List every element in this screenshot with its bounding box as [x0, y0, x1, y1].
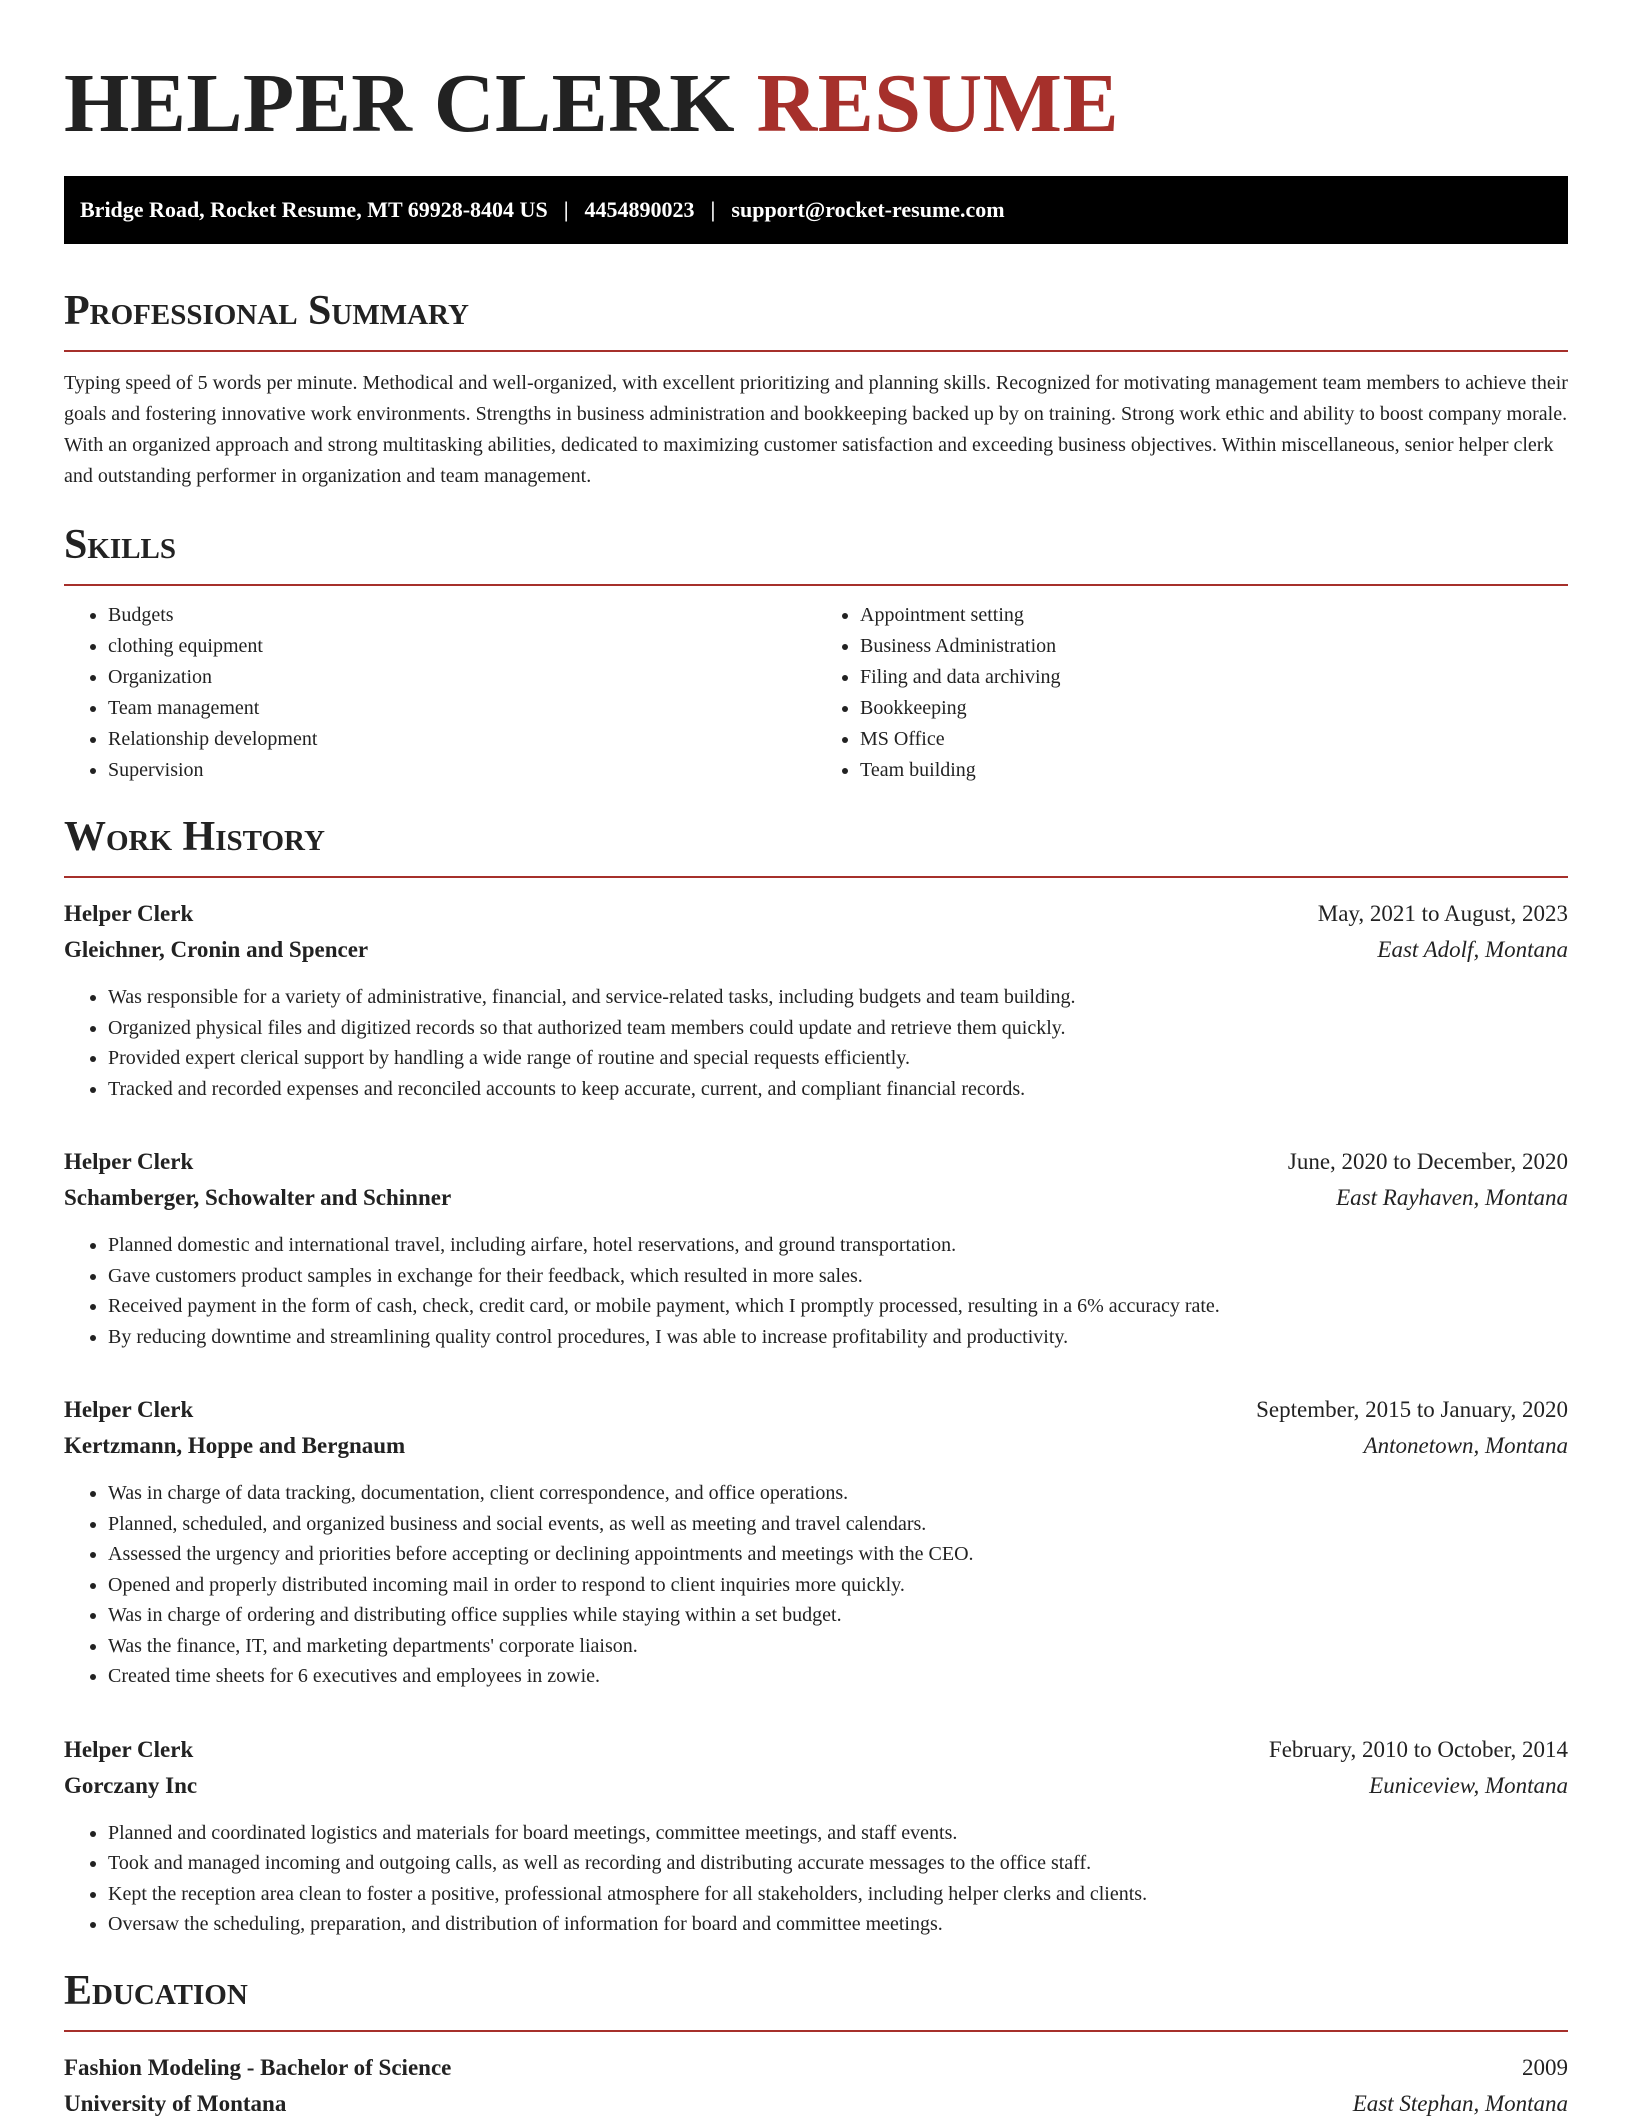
title-main: HELPER CLERK	[64, 57, 736, 150]
skill-item: • Appointment setting	[860, 600, 1568, 631]
job-title: Helper Clerk	[64, 901, 194, 926]
job-dates: May, 2021 to August, 2023	[1317, 901, 1568, 926]
job-bullet: • Organized physical files and digitized records so that authorized team members could update and retrieve them quickly.	[108, 1013, 1568, 1044]
skill-item: • Relationship development	[108, 724, 816, 755]
education-year: 2009	[1522, 2054, 1568, 2080]
education-degree-row	[64, 2050, 1568, 2086]
work-history-heading: Work History	[64, 814, 325, 860]
job-dates: September, 2015 to January, 2020	[1256, 1397, 1568, 1422]
section-divider	[64, 876, 1568, 878]
section-divider	[64, 2030, 1568, 2032]
skills-list-left	[64, 600, 816, 786]
job-entry	[64, 1392, 1568, 1692]
job-dates: June, 2020 to December, 2020	[1287, 1149, 1568, 1174]
education-entry	[64, 2050, 1568, 2122]
job-bullet: • Created time sheets for 6 executives and employees in zowie.	[108, 1661, 1568, 1692]
skill-item: • Business Administration	[860, 631, 1568, 662]
skill-item: • Filing and data archiving	[860, 662, 1568, 693]
skill-item: • Budgets	[108, 600, 816, 631]
title-accent: RESUME	[756, 57, 1119, 150]
job-location: Euniceview, Montana	[1369, 1772, 1568, 1798]
skills-columns	[64, 600, 1568, 786]
job-bullet: • Assessed the urgency and priorities before accepting or declining appointments and meetings with the CEO.	[108, 1539, 1568, 1570]
job-entry	[64, 1732, 1568, 1940]
contact-address: Bridge Road, Rocket Resume, MT 69928-8404 US	[80, 197, 548, 222]
education-location: East Stephan, Montana	[1352, 2090, 1568, 2116]
job-bullet: • Tracked and recorded expenses and reconciled accounts to keep accurate, current, and compliant financial records.	[108, 1074, 1568, 1105]
skill-item: • Supervision	[108, 755, 816, 786]
job-company: Gleichner, Cronin and Spencer	[64, 937, 369, 962]
job-bullet: • Received payment in the form of cash, check, credit card, or mobile payment, which I promptly processed, resulting in a 6% accuracy rate.	[108, 1291, 1568, 1322]
job-company: Gorczany Inc	[64, 1772, 198, 1798]
job-location: East Adolf, Montana	[1377, 937, 1568, 962]
job-bullets	[64, 1230, 1568, 1352]
skill-item: • Team management	[108, 693, 816, 724]
job-header-row	[64, 1732, 1568, 1768]
job-bullet: • Was the finance, IT, and marketing departments' corporate liaison.	[108, 1631, 1568, 1662]
skills-list-right	[816, 600, 1568, 786]
education-school: University of Montana	[64, 2090, 287, 2116]
job-bullet: • Opened and properly distributed incoming mail in order to respond to client inquiries more quickly.	[108, 1570, 1568, 1601]
job-bullet: • Gave customers product samples in exchange for their feedback, which resulted in more sales.	[108, 1261, 1568, 1292]
job-company-row	[64, 932, 1568, 968]
job-bullets	[64, 1818, 1568, 1940]
job-header-row	[64, 1392, 1568, 1428]
job-bullet: • Planned domestic and international travel, including airfare, hotel reservations, and ground transportation.	[108, 1230, 1568, 1261]
summary-heading: Professional Summary	[64, 288, 469, 334]
skill-item: • Bookkeeping	[860, 693, 1568, 724]
summary-section	[64, 286, 1568, 492]
skill-item: • Team building	[860, 755, 1568, 786]
job-bullet: • Oversaw the scheduling, preparation, and distribution of information for board and committee meetings.	[108, 1909, 1568, 1940]
job-bullet: • Planned, scheduled, and organized business and social events, as well as meeting and travel calendars.	[108, 1509, 1568, 1540]
education-degree: Fashion Modeling - Bachelor of Science	[64, 2054, 452, 2080]
job-bullet: • Was in charge of data tracking, documentation, client correspondence, and office operations.	[108, 1478, 1568, 1509]
contact-separator: |	[710, 197, 716, 222]
job-company: Schamberger, Schowalter and Schinner	[64, 1185, 452, 1210]
job-bullet: • Was in charge of ordering and distributing office supplies while staying within a set budget.	[108, 1600, 1568, 1631]
resume-title	[64, 0, 1568, 152]
job-bullets	[64, 1478, 1568, 1692]
job-entry	[64, 1144, 1568, 1352]
job-header-row	[64, 896, 1568, 932]
section-divider	[64, 350, 1568, 352]
skill-item: • clothing equipment	[108, 631, 816, 662]
contact-phone: 4454890023	[584, 197, 695, 222]
job-location: East Rayhaven, Montana	[1336, 1185, 1568, 1210]
contact-bar	[64, 176, 1568, 244]
job-bullet: • Provided expert clerical support by handling a wide range of routine and special requests efficiently.	[108, 1043, 1568, 1074]
job-company-row	[64, 1768, 1568, 1804]
skills-section	[64, 520, 1568, 786]
job-bullets	[64, 982, 1568, 1104]
skills-heading: Skills	[64, 522, 177, 568]
job-title: Helper Clerk	[64, 1397, 194, 1422]
job-bullet: • By reducing downtime and streamlining quality control procedures, I was able to increase profitability and productivity.	[108, 1322, 1568, 1353]
job-company: Kertzmann, Hoppe and Bergnaum	[64, 1433, 406, 1458]
skill-item: • Organization	[108, 662, 816, 693]
job-entry	[64, 896, 1568, 1104]
job-company-row	[64, 1180, 1568, 1216]
job-location: Antonetown, Montana	[1363, 1433, 1568, 1458]
summary-text: Typing speed of 5 words per minute. Methodical and well-organized, with excellent prioritizing and planning skills. Recognized for motivating management team members to achieve their goals and fostering innovative work environments. Strengths in business administration and bookkeeping backed up by on training. Strong work ethic and ability to boost company morale. With an organized approach and strong multitasking abilities, dedicated to maximizing customer satisfaction and exceeding business objectives. Within miscellaneous, senior helper clerk and outstanding performer in organization and team management.	[64, 372, 1568, 487]
job-title: Helper Clerk	[64, 1149, 194, 1174]
work-history-section	[64, 812, 1568, 1940]
job-dates: February, 2010 to October, 2014	[1268, 1736, 1568, 1762]
section-divider	[64, 584, 1568, 586]
job-header-row	[64, 1144, 1568, 1180]
skill-item: • MS Office	[860, 724, 1568, 755]
education-heading: Education	[64, 1967, 248, 2014]
job-title: Helper Clerk	[64, 1736, 194, 1762]
job-bullet: • Took and managed incoming and outgoing calls, as well as recording and distributing accurate messages to the office staff.	[108, 1848, 1568, 1879]
contact-separator: |	[563, 197, 569, 222]
job-company-row	[64, 1428, 1568, 1464]
job-bullet: • Planned and coordinated logistics and materials for board meetings, committee meetings, and staff events.	[108, 1818, 1568, 1849]
education-section	[64, 1966, 1568, 2122]
job-bullet: • Was responsible for a variety of administrative, financial, and service-related tasks, including budgets and team building.	[108, 982, 1568, 1013]
education-school-row	[64, 2086, 1568, 2122]
job-bullet: • Kept the reception area clean to foster a positive, professional atmosphere for all stakeholders, including helper clerks and clients.	[108, 1879, 1568, 1910]
contact-email: support@rocket-resume.com	[731, 197, 1005, 222]
